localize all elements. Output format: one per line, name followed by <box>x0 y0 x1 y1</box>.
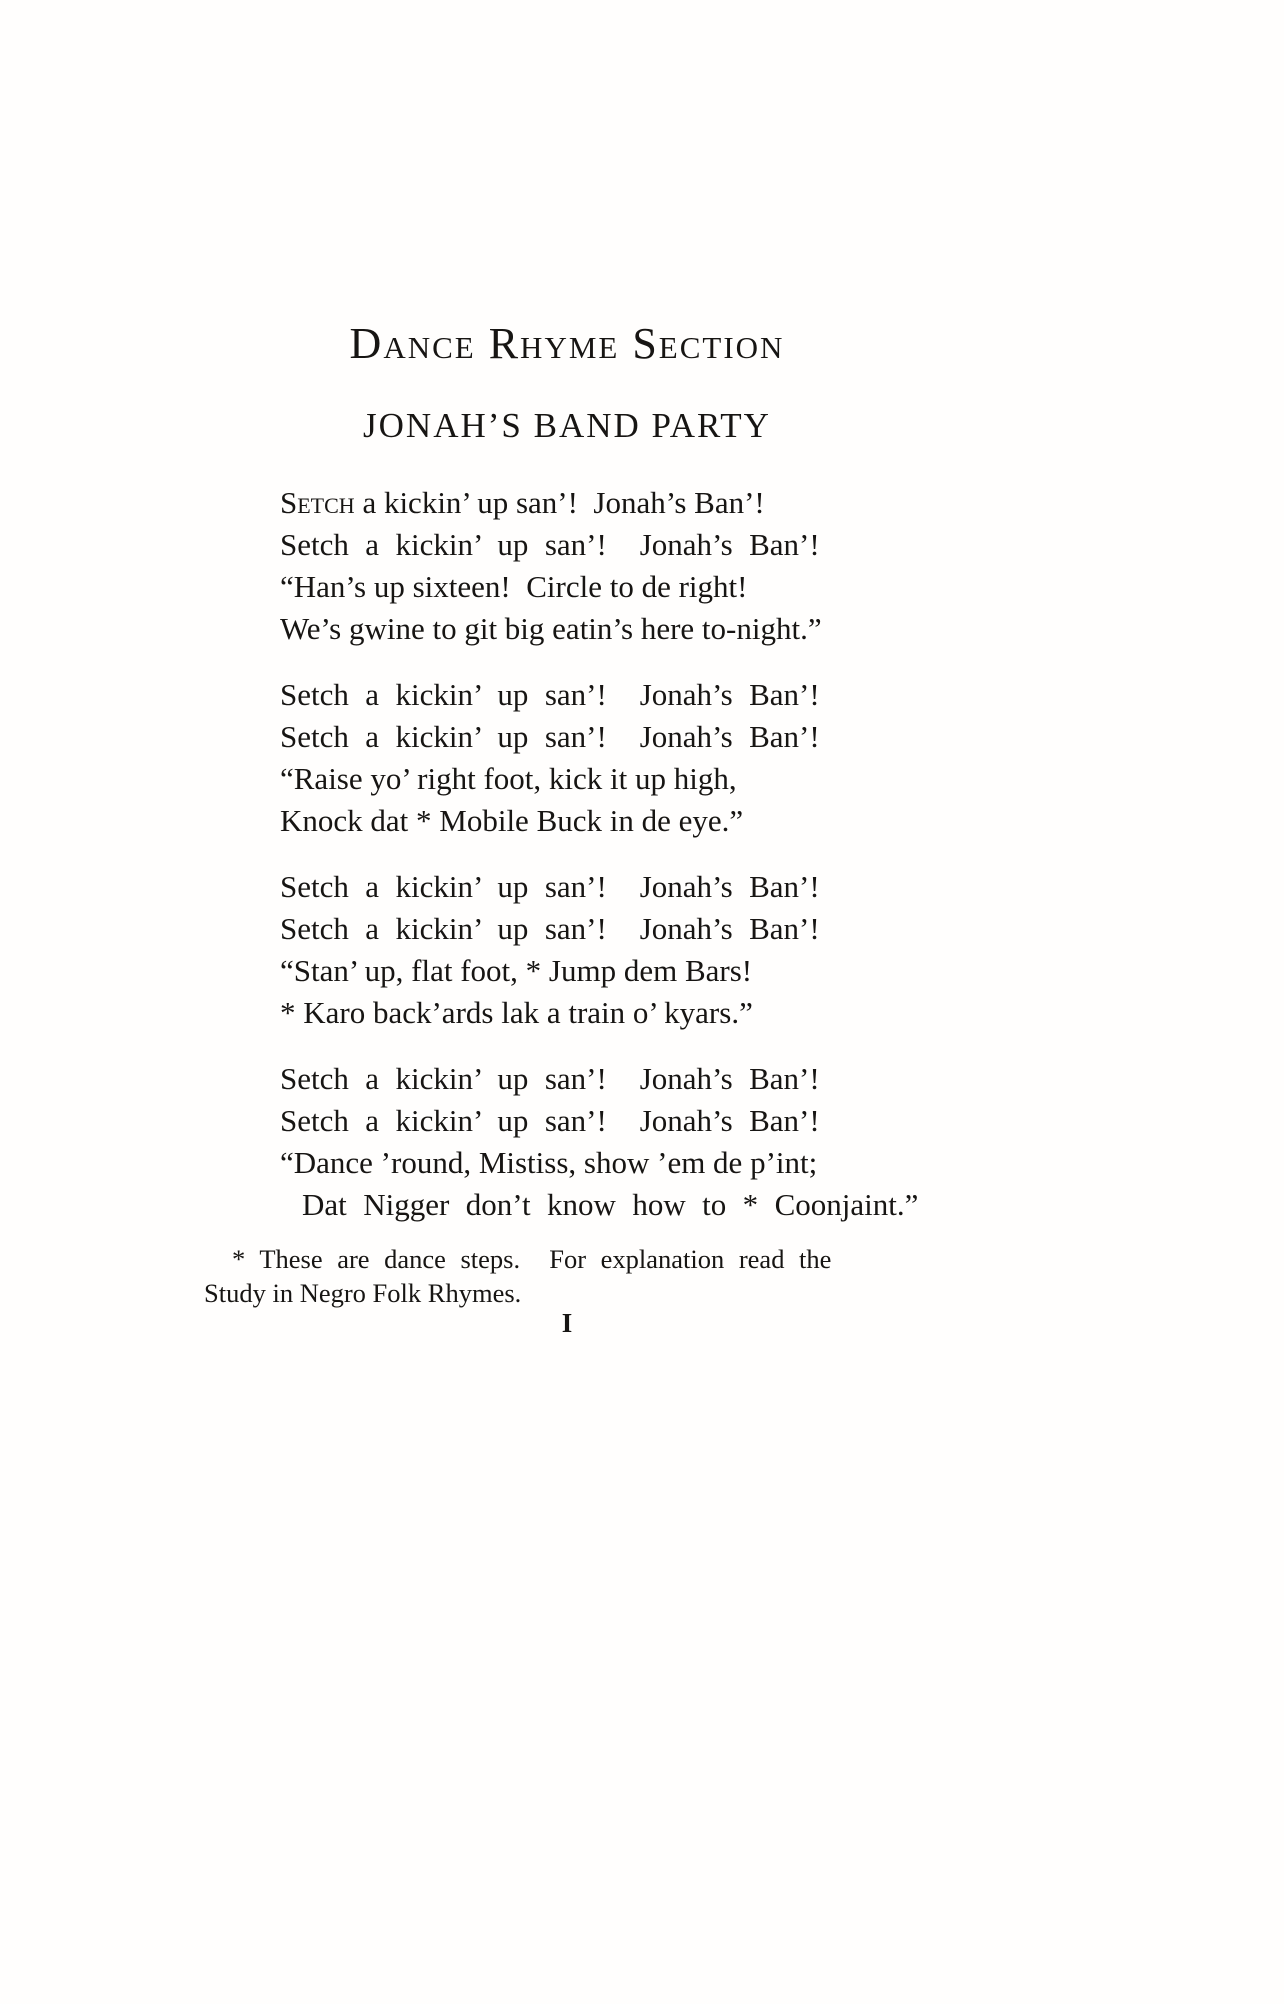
poem-line: Setch a kickin’ up san’! Jonah’s Ban’! <box>280 677 820 712</box>
stanza-2 <box>280 674 960 842</box>
section-title: Dance Rhyme Section <box>349 319 785 368</box>
poem-line: “Dance ’round, Mistiss, show ’em de p’int; <box>280 1145 818 1180</box>
footnote-line: * These are dance steps. For explanation read the <box>232 1244 832 1274</box>
poem-line: Setch a kickin’ up san’! Jonah’s Ban’! <box>280 527 820 562</box>
poem-line: Setch a kickin’ up san’! Jonah’s Ban’! <box>280 869 820 904</box>
footnote <box>204 1242 928 1310</box>
poem-title: JONAH’S BAND PARTY <box>363 406 771 445</box>
poem-line: Setch a kickin’ up san’! Jonah’s Ban’! <box>280 911 820 946</box>
stanza-3 <box>280 866 960 1034</box>
stanza-4 <box>280 1058 960 1226</box>
stanza-1 <box>280 482 960 650</box>
lead-rest: a kickin’ up san’! Jonah’s Ban’! <box>354 485 765 520</box>
poem-line: * Karo back’ards lak a train o’ kyars.” <box>280 995 753 1030</box>
page-number: I <box>561 1308 573 1338</box>
poem-line: “Stan’ up, flat foot, * Jump dem Bars! <box>280 953 753 988</box>
poem-line: Knock dat * Mobile Buck in de eye.” <box>280 803 744 838</box>
poem-line: Setch a kickin’ up san’! Jonah’s Ban’! <box>280 719 820 754</box>
lead-word: Setch <box>280 485 355 520</box>
poem-body <box>280 482 960 1250</box>
poem-line: We’s gwine to git big eatin’s here to-night.” <box>280 611 822 646</box>
poem-line: Setch a kickin’ up san’! Jonah’s Ban’! <box>280 1103 820 1138</box>
footnote-line: Study in Negro Folk Rhymes. <box>204 1278 522 1308</box>
poem-line: Dat Nigger don’t know how to * Coonjaint.” <box>302 1187 919 1222</box>
poem-line: Setch a kickin’ up san’! Jonah’s Ban’! <box>280 1061 820 1096</box>
poem-line: “Raise yo’ right foot, kick it up high, <box>280 761 737 796</box>
poem-line <box>280 482 960 524</box>
poem-line: “Han’s up sixteen! Circle to de right! <box>280 569 748 604</box>
